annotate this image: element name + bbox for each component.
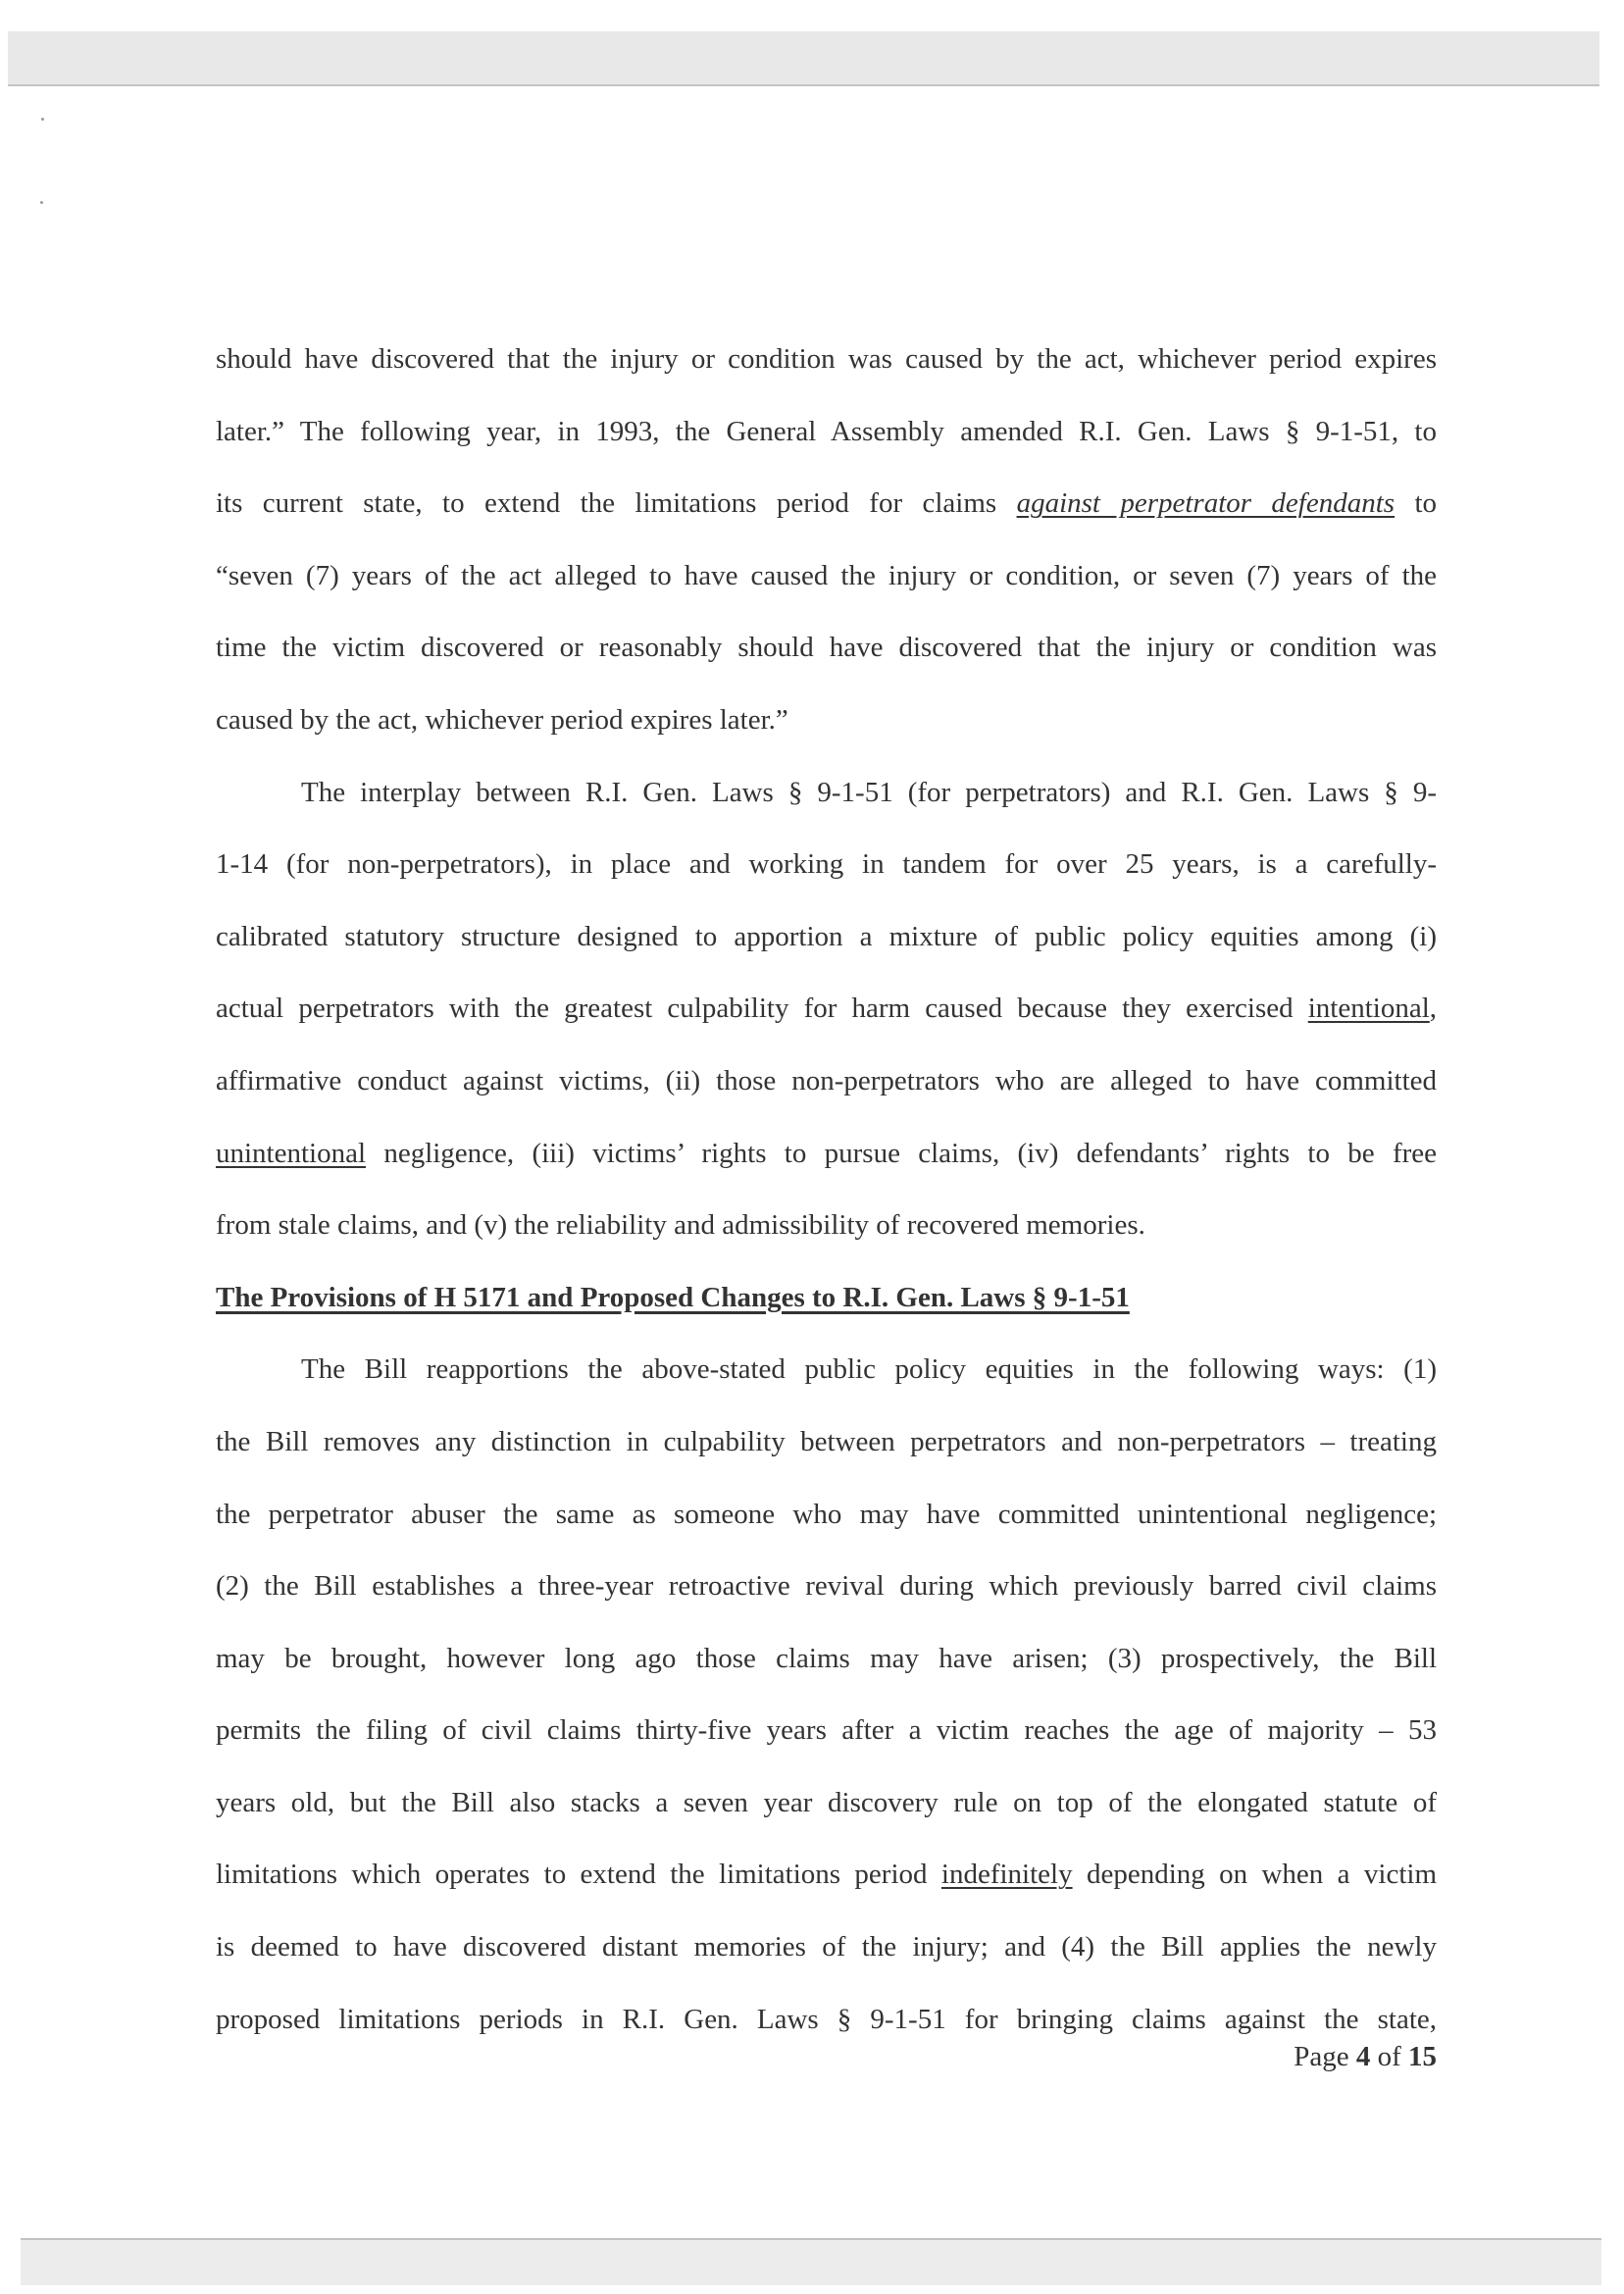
emphasis-unintentional: unintentional bbox=[216, 1137, 367, 1169]
scan-speck bbox=[41, 118, 44, 121]
scan-speck bbox=[40, 201, 43, 204]
page-number: 4 bbox=[1355, 2041, 1371, 2072]
text-line: 1-14 (for non-perpetrators), in place and working in tandem for over 25 years, is a carefully- bbox=[216, 848, 1437, 881]
text-line: proposed limitations periods in R.I. Gen. Laws § 9-1-51 for bringing claims against the state, bbox=[216, 2003, 1437, 2035]
text-line: the Bill removes any distinction in culpability between perpetrators and non-perpetrators – treating bbox=[216, 1425, 1437, 1457]
text-span: , bbox=[1429, 993, 1438, 1025]
text-line: affirmative conduct against victims, (ii) those non-perpetrators who are alleged to have committed bbox=[216, 1064, 1437, 1096]
text-line: permits the filing of civil claims thirty-five years after a victim reaches the age of majority – 53 bbox=[216, 1714, 1437, 1747]
text-span: limitations which operates to extend the limitations period bbox=[216, 1859, 928, 1891]
text-span: to bbox=[1414, 487, 1437, 520]
page-total: 15 bbox=[1408, 2041, 1437, 2072]
text-line: should have discovered that the injury or condition was caused by the act, whichever period expires bbox=[216, 343, 1437, 375]
text-line bbox=[216, 973, 1437, 1045]
emphasis-against-perpetrator-defendants: against perpetrator defendants bbox=[1016, 487, 1396, 520]
text-span: actual perpetrators with the greatest culpability for harm caused because they exercised bbox=[216, 993, 1294, 1025]
paragraph-3 bbox=[216, 1334, 1437, 2056]
text-line: years old, but the Bill also stacks a seven year discovery rule on top of the elongated statute of bbox=[216, 1786, 1437, 1818]
scanner-top-band bbox=[8, 31, 1599, 86]
section-heading-text: The Provisions of H 5171 and Proposed Changes to R.I. Gen. Laws § 9-1-51 bbox=[216, 1281, 1130, 1313]
text-line: “seven (7) years of the act alleged to have caused the injury or condition, or seven (7) years of the bbox=[216, 559, 1437, 591]
text-line: is deemed to have discovered distant memories of the injury; and (4) the Bill applies the newly bbox=[216, 1931, 1437, 1963]
text-line: The interplay between R.I. Gen. Laws § 9-1-51 (for perpetrators) and R.I. Gen. Laws § 9- bbox=[301, 776, 1437, 808]
paragraph-1 bbox=[216, 324, 1437, 757]
text-line: from stale claims, and (v) the reliability and admissibility of recovered memories. bbox=[216, 1209, 1145, 1242]
section-heading bbox=[216, 1262, 1437, 1335]
text-line bbox=[216, 1118, 1437, 1191]
paragraph-2 bbox=[216, 757, 1437, 1262]
page-label: Page bbox=[1294, 2041, 1349, 2072]
page-number-footer bbox=[1294, 2039, 1437, 2074]
text-line: The Bill reapportions the above-stated public policy equities in the following ways: (1) bbox=[301, 1353, 1437, 1386]
text-line: caused by the act, whichever period expires later.” bbox=[216, 703, 788, 736]
text-line: the perpetrator abuser the same as someone who may have committed unintentional negligence; bbox=[216, 1498, 1437, 1530]
text-line bbox=[216, 468, 1437, 540]
text-span: negligence, (iii) victims’ rights to pursue claims, (iv) defendants’ rights to be free bbox=[366, 1137, 1437, 1169]
page-body bbox=[216, 324, 1437, 2056]
emphasis-intentional: intentional bbox=[1307, 993, 1430, 1025]
text-line: calibrated statutory structure designed to apportion a mixture of public policy equities among (i) bbox=[216, 920, 1437, 952]
text-line: later.” The following year, in 1993, the General Assembly amended R.I. Gen. Laws § 9-1-51, to bbox=[216, 415, 1437, 447]
text-span: depending on when a victim bbox=[1072, 1859, 1438, 1891]
emphasis-indefinitely: indefinitely bbox=[940, 1859, 1073, 1891]
text-span: its current state, to extend the limitations period for claims bbox=[216, 487, 997, 520]
text-line: (2) the Bill establishes a three-year retroactive revival during which previously barred civil claims bbox=[216, 1570, 1437, 1603]
text-line bbox=[216, 1839, 1437, 1912]
text-line: time the victim discovered or reasonably should have discovered that the injury or condition was bbox=[216, 632, 1437, 664]
of-label: of bbox=[1377, 2041, 1401, 2072]
text-line: may be brought, however long ago those claims may have arisen; (3) prospectively, the Bill bbox=[216, 1642, 1437, 1674]
scanner-bottom-band bbox=[21, 2238, 1601, 2285]
